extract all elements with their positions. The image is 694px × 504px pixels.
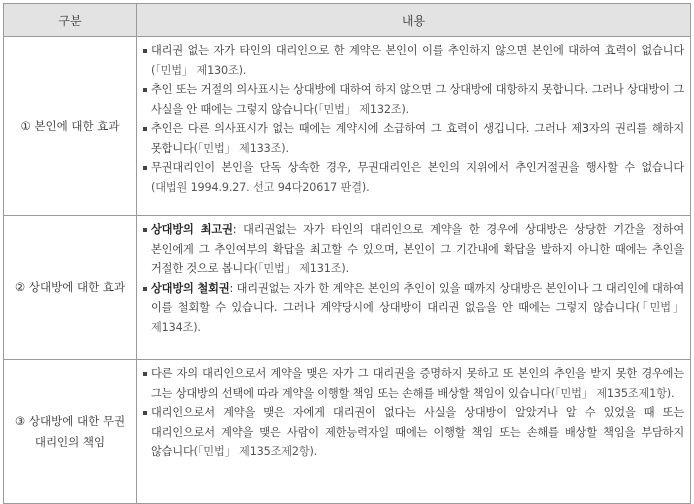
header-content: 내용 [137,4,691,37]
list-item [142,364,684,403]
item-text: 대리인으로서 계약을 맺은 자에게 대리권이 없다는 사실을 상대방이 알았거나 알 수 있었을 때 또는 대리인으로서 계약을 맺은 사람이 제한능력자일 때에는 이행할 책임 또는 손해를 배상할 책임을 부담하지 않습니다 [151,406,684,458]
list-item [142,220,684,279]
item-citation: (「민법」 제135조제1항). [550,386,675,400]
item-text: 대리권 없는 자가 타인의 대리인으로 한 계약은 본인이 이를 추인하지 않으면 본인에 대하여 효력이 없습니다 [151,44,684,57]
legal-table-container [3,3,690,504]
list-item [142,279,684,338]
row-category: ① 본인에 대한 효과 [4,37,137,216]
row-category: ③ 상대방에 대한 무권대리인의 책임 [4,360,137,504]
item-citation: (「민법」 제130조). [151,63,247,77]
header-category: 구분 [4,4,137,37]
list-item [142,41,684,80]
item-text: : 대리권없는 자가 타인의 대리인으로 계약을 한 경우에 상대방은 상당한 기간을 정하여 본인에게 그 추인여부의 확답을 최고할 수 있으며, 본인이 그 기간내에 확답을 발하지 아니한 때에는 추인을 거절한 것으로 봅니다 [151,223,684,275]
item-citation: (「민법」 제131조). [253,262,349,275]
item-citation: (「민법」 제135조제2항). [193,445,318,458]
item-text: 무권대리인이 본인을 단독 상속한 경우, 무권대리인은 본인의 지위에서 추인거절권을 행사할 수 없습니다 [151,161,684,174]
item-citation: (「민법」 제134조). [151,301,684,334]
item-keyword: 상대방의 철회권 [151,281,230,295]
item-citation: (대법원 1994.9.27. 선고 94다20617 판결). [151,180,370,194]
header-row [4,4,691,37]
row-content [137,216,691,360]
list-item [142,119,684,158]
item-text: : 대리권없는 자가 한 계약은 본인의 추인이 있을 때까지 상대방은 본인이나 그 대리인에 대하여 이를 철회할 수 있습니다. 그러나 계약당시에 상대방이 대리권 없음을 안 때에는 그렇지 않습니다 [151,281,684,314]
item-text: 추인은 다른 의사표시가 없는 때에는 계약시에 소급하여 그 효력이 생깁니다. 그러나 제3자의 권리를 해하지 못합니다 [151,122,684,155]
item-keyword: 상대방의 최고권 [151,223,233,236]
row-content [137,37,691,216]
table-row [4,360,691,504]
table-row [4,37,691,216]
item-text: 다른 자의 대리인으로서 계약을 맺은 자가 그 대리권을 증명하지 못하고 또 본인의 추인을 받지 못한 경우에는 그는 상대방의 선택에 따라 계약을 이행할 책임 또는 손해를 배상할 책임이 있습니다 [151,367,684,400]
item-citation: (「민법」 제132조). [313,102,410,116]
row-content [137,360,691,504]
item-citation: (「민법」 제133조). [193,141,289,155]
unauthorized-agency-table [3,3,691,504]
list-item [142,80,684,119]
list-item [142,403,684,462]
item-text: 추인 또는 거절의 의사표시는 상대방에 대하여 하지 않으면 그 상대방에 대항하지 못합니다. 그러나 상대방이 그 사실을 안 때에는 그렇지 않습니다 [151,83,684,116]
list-item [142,158,684,197]
table-row [4,216,691,360]
row-category: ② 상대방에 대한 효과 [4,216,137,360]
